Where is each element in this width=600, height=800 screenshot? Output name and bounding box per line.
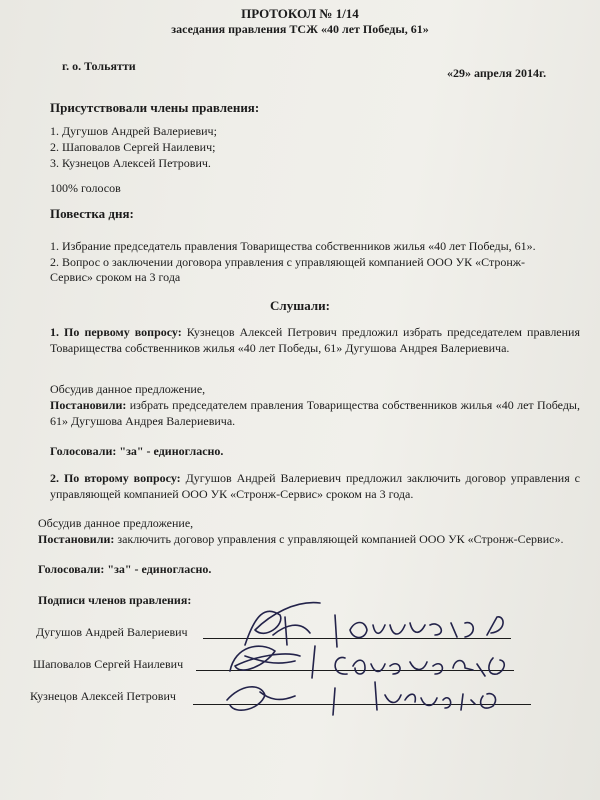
- question-1-decision: [50, 397, 580, 429]
- question-2-paragraph: [50, 470, 580, 502]
- signatory-2-name: Шаповалов Сергей Наилевич: [33, 657, 184, 671]
- agenda-item-2-cont: Сервис» сроком на 3 года: [50, 270, 181, 284]
- city: г. о. Тольятти: [62, 59, 136, 73]
- agenda-item-1: 1. Избрание председатель правления Товарищества собственников жилья «40 лет Победы, 61».: [50, 239, 536, 253]
- question-1-decided-label: Постановили:: [50, 398, 127, 412]
- question-2-vote: Голосовали: "за" - единогласно.: [38, 562, 212, 576]
- present-heading: Присутствовали члены правления:: [50, 100, 260, 115]
- member-3: 3. Кузнецов Алексей Петрович.: [50, 156, 211, 170]
- protocol-title: ПРОТОКОЛ № 1/14: [241, 6, 359, 21]
- question-2-text: Дугушов Андрей Валериевич предложил заключить договор управления с управляющей компанией ООО УК «Стронж-Сервис» сроком на 3 года.: [50, 471, 580, 501]
- signatory-3-name: Кузнецов Алексей Петрович: [30, 689, 176, 703]
- question-2-label: 2. По второму вопросу:: [50, 471, 181, 485]
- question-2-decided-text: заключить договор управления с управляющей компанией ООО УК «Стронж-Сервис».: [114, 532, 564, 546]
- member-1: 1. Дугушов Андрей Валериевич;: [50, 124, 217, 138]
- question-1-decided-text: избрать председателем правления Товарищества собственников жилья «40 лет Победы, 61» Дугушова Андрея Валериевича.: [50, 398, 580, 428]
- votes-percentage: 100% голосов: [50, 181, 121, 195]
- question-2-decided-label: Постановили:: [38, 532, 115, 546]
- agenda-item-2: 2. Вопрос о заключении договора управления с управляющей компанией ООО УК «Стронж-: [50, 255, 526, 269]
- question-1-paragraph: [50, 324, 580, 356]
- protocol-date: «29» апреля 2014г.: [447, 66, 547, 80]
- member-2: 2. Шаповалов Сергей Наилевич;: [50, 140, 216, 154]
- question-1-text: Кузнецов Алексей Петрович предложил избрать председателем правления Товарищества собственников жилья «40 лет Победы, 61» Дугушова Андрея Валериевича.: [50, 325, 580, 355]
- signatory-1-name: Дугушов Андрей Валериевич: [36, 625, 188, 639]
- signature-3-handwritten: [215, 670, 515, 720]
- question-1-discussed: Обсудив данное предложение,: [50, 382, 206, 396]
- protocol-subtitle: заседания правления ТСЖ «40 лет Победы, 61»: [171, 22, 429, 36]
- question-2-discussed: Обсудив данное предложение,: [38, 516, 194, 530]
- signatures-heading: Подписи членов правления:: [38, 593, 192, 607]
- agenda-heading: Повестка дня:: [50, 206, 134, 221]
- question-2-decision: [38, 531, 583, 547]
- question-1-label: 1. По первому вопросу:: [50, 325, 182, 339]
- heard-heading: Слушали:: [270, 298, 330, 313]
- question-1-vote: Голосовали: "за" - единогласно.: [50, 444, 224, 458]
